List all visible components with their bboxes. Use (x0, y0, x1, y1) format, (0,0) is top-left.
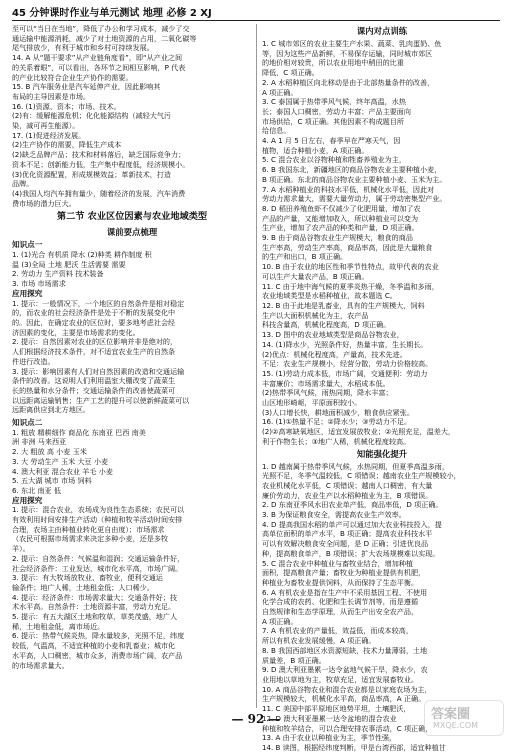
text-line: 种植业为畜牧业提供饲料，从而保持了生态平衡。 (262, 577, 419, 587)
text-line: 科技含量高，机械化程度高，D 项正确。 (262, 320, 391, 330)
text-line: 2. 提示：自然条件：气候温和湿润；交通运输条件好， (12, 553, 185, 563)
text-line: 长的热量和水分条件；交通运输条件的改善使蔬菜可 (12, 385, 176, 395)
text-line: 12. D 澳大利亚墨累一达令盆地的混合农业 (262, 713, 397, 723)
text-line: 15. B 汽车服务业是汽车延伸产业，因此影响其 (12, 82, 161, 92)
text-line: 3. 提示：有大牧场放牧业、畜牧业，便利交通运 (12, 573, 163, 583)
text-line: 资本不足；创新能力低，生产集中程度低，经济规模小。 (12, 159, 190, 169)
text-line: 稀，土地租金低，离市场近。 (12, 621, 105, 631)
text-line: 利于作物生长；③地广人稀，机械化程度较高。 (262, 436, 411, 446)
text-line: 社会经济条件：工业发达，城市化水平高，市场广阔。 (12, 563, 183, 573)
text-line: (2)缺乏品牌产品；技术和材料落后，缺乏国际竞争力； (12, 150, 186, 160)
text-line: 布局的主导因素是市场。 (12, 91, 91, 101)
text-line: 种，提高粮食单产，B 项错误；扩大农场规模难以实现。 (262, 548, 440, 558)
text-line: 的。因此，在确定农业的区位时，要多地考虑社会经 (12, 317, 176, 327)
text-line: 4. A 1 月 5 日左右，春季早在严寒天气，因 (262, 136, 401, 146)
text-line: 质量差，B 项正确。 (262, 655, 326, 665)
text-line: 羊）。 (12, 544, 30, 554)
text-line: 农业地域类型是水稻种植业，故本题选 C。 (262, 291, 397, 301)
text-line: 12. B 由于此地是乳畜业，具有的生产规模大，饲料 (262, 300, 425, 310)
text-line: 可以生产大量农产品，B 项正确。 (262, 271, 369, 281)
text-line: 1. 提示：混合农业，农场成为良性生态系统；农民可以 (12, 505, 185, 515)
text-line: 16. (1)①热量不足；②降水少；③劳动力不足。 (262, 417, 412, 427)
application-1 (12, 299, 252, 415)
text-line: 尾气排放少，有利于城市和乡村可持续发展。 (12, 43, 154, 53)
text-line: 13. A 由于农业以种植业为主，季节性强， (262, 733, 397, 743)
text-line: 1. (1)光合 有机质 降水 (2)种类 耕作制度 积 (12, 250, 152, 260)
text-line: 11. C 美国中部平原地区地势平坦，土壤肥沃， (262, 704, 411, 714)
application-2 (12, 505, 252, 670)
application-2-title: 应用探究 (12, 495, 43, 505)
text-line: 的生产和出口，B 项正确。 (262, 252, 348, 262)
text-line: 5. 提示：有五大湖区土地和牧草，草类茂盛，地广人 (12, 612, 178, 622)
text-line: 费市场的潜力巨大。 (12, 198, 76, 208)
text-line: 的地价相对较贵，所以农业用地中稍田的比重 (262, 58, 404, 68)
text-line: 输条件；地广人稀，土地租金低；人口稀少。 (12, 582, 154, 592)
text-line: 降低，C 项正确。 (262, 68, 319, 78)
text-line: 9. B 由于商品谷物农业生产规模大，粮食的商品 (262, 233, 413, 243)
text-line: 4. D 提高我国水稻的单产可以通过加大农业科技投入，提 (262, 519, 442, 529)
text-line: 产品的产量，又能增加收入，所以种植业可以变为 (262, 213, 419, 223)
text-line: 3. 大 劳动生产 玉米 大豆 小麦 (12, 456, 109, 466)
text-line: 光照不足，冬季气温较低，C 项错误；越南农业生产规模较小， (262, 471, 461, 481)
watermark-url: MXQE.COM (433, 721, 479, 730)
watermark-text: 答案圈 (431, 707, 471, 722)
text-line: 2. D 东南亚季风水田农业单产低，商品率低，D 项正确。 (262, 500, 443, 510)
text-line: 生产业，增加了农产品的种类和产量，D 项正确。 (262, 223, 419, 233)
text-line: 2. 提示：自然因素对农业的区位影响并非是绝对的， (12, 337, 178, 347)
text-line: 的，而农业的社会经济条件是处于不断的发展变化中 (12, 308, 176, 318)
text-line: 品牌。 (12, 179, 34, 189)
text-line: 3. C 泰国属于热带季风气候，终年高温，水热 (262, 97, 406, 107)
knowledge-point-1-title: 知识点一 (12, 240, 43, 250)
text-line: 以远距离运输销售；生产工艺的提升可以使新鲜蔬菜可以 (12, 395, 190, 405)
text-line: (2)热带季风气候，雨热同期，降水丰富； (262, 388, 393, 398)
text-line: 生产规模较大，机械化水平高，商品率高，A 正确。 (262, 694, 426, 704)
text-line: (2)②高寒缺氧地区，适宜发展放牧业；②光照充足，温差大， (262, 427, 456, 437)
text-line: 8. D 稻田养殖鱼虾不仅减少了化肥用量，增加了农 (262, 203, 421, 213)
text-line: 给信息。 (262, 126, 291, 136)
classroom-practice-answers (262, 39, 502, 447)
text-line: 不足：农业生产规模小，经营分散，劳动力价格较高。 (262, 359, 433, 369)
text-line: 丰富廉价；市场需求量大，水稻成本低。 (262, 378, 390, 388)
text-line: 1. C 城市郊区的农业主要生产水果、蔬菜、乳肉蛋奶、鱼 (262, 39, 442, 48)
text-line: 的市场需求量大。 (12, 660, 69, 670)
text-line: 14. (1)降水少，光照条件好，热量丰富，生长期长。 (262, 339, 428, 349)
text-line: 可以有效解决粮食安全问题，是 D 正确；引进优良品 (262, 539, 429, 549)
text-line: 术水平高。自然条件：土地资源丰富，劳动力充足。 (12, 602, 176, 612)
text-line: (4)我国人均汽车拥有量少，随着经济的发展，汽车消费 (12, 188, 186, 198)
text-line: 2. A 水稻种植区向北移动是由于北部热量条件的改善， (262, 77, 435, 87)
text-line: 1. 提示：一般情况下，一个地区的自然条件是相对稳定 (12, 298, 185, 308)
ability-improvement-title: 知能强化提升 (356, 448, 408, 459)
text-line: 3. B 为保证粮食安全，需提高农业生产效率。 (262, 510, 406, 520)
text-line: (2)优点：机械化程度高，产量高，技术先进。 (262, 349, 407, 359)
knowledge-point-2-title: 知识点二 (12, 418, 43, 428)
left-top-answers (12, 24, 252, 208)
page-number: — 92 — (231, 712, 281, 726)
text-line: 洲 非洲 马来西亚 (12, 437, 67, 447)
text-line: 4. 提示：经济条件：市场需求量大；交通条件好；技 (12, 592, 178, 602)
text-line: 6. 提示：热带气候炎热，降水量较多，光照不足，纬度 (12, 631, 185, 641)
text-line: 较低，气温高，不适宜种植的小麦和乳畜业；城市化 (12, 641, 176, 651)
text-line: 等，因为这些产品新鲜，不易保存运输，同时城市郊区 (262, 48, 433, 58)
text-line: 8. B 我国西部地区水资源短缺，技术力量薄弱，土地 (262, 645, 428, 655)
knowledge-point-2 (12, 428, 252, 496)
text-line: 2. 劳动力 生产资料 技术装备 (12, 269, 104, 279)
text-line: 化学合成的农药、化肥和生长调节剂等，而是遵循 (262, 597, 419, 607)
page-header (12, 4, 500, 21)
text-line: 2. 大 粗放 高 小麦 玉米 (12, 447, 87, 457)
text-line: 人们根据经济技术条件，对不适宜农业生产的自然条 (12, 347, 176, 357)
text-line: 6. B 我国东北，新疆地区的商品谷物农业主要种植小麦， (262, 165, 442, 175)
text-line: 11. C 由于地中海气候的夏季炎热干燥，冬季温和多雨， (262, 281, 439, 291)
text-line: 业用地以草地为主，牧草充足，适宜发展畜牧业。 (262, 675, 419, 684)
text-line: 通运输中能源消耗，减少了对土地资源的占用，二氧化碳等 (12, 33, 197, 43)
text-line: 5. C 混合农业以谷物种植和牲畜养殖业为主， (262, 155, 406, 165)
text-line: 有效利用时间安排生产活动（种植和牧羊活动时间安排 (12, 515, 183, 525)
text-line: A 项正确。 (262, 87, 298, 97)
text-line: 7. A 有机农业的产量低，效益低，而成本较高， (262, 626, 413, 636)
text-line: 市场供给，C 项正确。其他因素不构成题目所 (262, 116, 404, 126)
text-line: 15. (1)劳动力成本低，市场广阔，交通便利：劳动力 (262, 368, 428, 378)
text-line: 17. (1)促进经济发展。 (12, 130, 86, 140)
text-line: 14. A 从“题干要求”从产业链角度看”，即“从产业之间 (12, 53, 183, 63)
text-line: 条件的改善。这说明人们利用温室大棚改变了蔬菜生 (12, 376, 176, 386)
text-line: 植物，适合种植小麦，A 项正确。 (262, 145, 369, 155)
text-line: 10. B 由于农业的地区性和季节性特点，故甲代表的农业 (262, 262, 439, 272)
text-line: 13. D 图中的农业地域类型是商品谷物农业， (262, 330, 404, 340)
text-line: 7. A 水稻种植业的科技水平低，机械化水平低，因此对 (262, 184, 435, 194)
text-line: (3)优化资源配置，形成规模效益；革新技术，打造 (12, 169, 172, 179)
text-line: 5. 五大湖 城市 市场 饲料 (12, 476, 92, 486)
text-line: 1. D 越南属于热带季风气候，水热同期，但夏季高温多雨， (262, 461, 449, 471)
classroom-practice-title: 课内对点训练 (356, 26, 408, 36)
text-line: (2)有：缓解能源危机；化化能源结构（减轻大气污 (12, 111, 172, 121)
text-line: 自然规律和生态学原理，从而生产出安全农产品， (262, 607, 419, 617)
text-line: 农业机械化水平低，C 项错误；越南人口稠密，有大量 (262, 480, 433, 490)
text-line: 染，减可再生能源）。 (12, 121, 80, 131)
text-line: 6. A 有机农业是指在生产中不采用基因工程、不使用 (262, 587, 428, 597)
text-line: 合理，农场主由种植业转化更自由度）；市场需求 (12, 524, 165, 534)
knowledge-point-1 (12, 250, 252, 289)
text-line: 3. 提示：影响因素有人们对自然因素的改造和交通运输 (12, 366, 185, 376)
text-line: 5. C 混合农业中种植业与畜牧业结合，增加种植 (262, 558, 414, 568)
column-divider (256, 24, 257, 708)
application-1-title: 应用探究 (12, 288, 43, 298)
watermark-logo (424, 700, 504, 736)
header-title: 45 分钟课时作业与单元测试 地理 必修 2 XJ (12, 8, 212, 19)
text-line: 的产业比较符合企业生产协作的需要。 (12, 72, 133, 82)
text-line: (2)生产协作的需要，降低生产成本 (12, 140, 122, 150)
text-line: 济因素的变化，主要是市场需求的变化。 (12, 327, 140, 337)
text-line: 4. 澳大利亚 混合农业 羊毛 小麦 (12, 466, 113, 476)
text-line: 16. (1)资源、资本；市场、技术。 (12, 101, 121, 111)
text-line: 所以有机农业发展缓慢，A 项正确。 (262, 636, 376, 646)
text-line: 高单位面积的单产水平，B 项正确；提高农业科技水平 (262, 529, 433, 539)
text-line: 10. A 商品谷物农业和混合农业都是以家庭农场为主， (262, 684, 432, 694)
text-line: 1. 粗放 精耕细作 商品化 东南亚 巴西 南美 (12, 427, 146, 437)
text-line: B 项正确。东北的商品谷物农业主要种植小麦、玉米为主。 (262, 174, 447, 184)
text-line: 温 (3)全局 土地 肥沃 生活需要 需要 (12, 259, 126, 269)
text-line: 14. B 读图，根据经纬度判断，甲是台湾西部，适宜种植甘 (262, 742, 446, 752)
text-line: 生产率高，劳动生产率高，商品率高，因此是大量粮食 (262, 242, 433, 252)
text-line: 9. D 澳大利亚墨累一达令盆地气候干旱，降水少，农 (262, 665, 428, 675)
text-line: 长；泰国人口稠密，劳动力丰富；产品主要面向 (262, 106, 411, 116)
subsection-title: 课前要点梳理 (106, 227, 158, 238)
left-column (12, 24, 252, 708)
text-line: 的关系着眼”，可以看出，各环节之间相互影响，P 代表 (12, 62, 186, 72)
section-title: 第二节 农业区位因素与农业地域类型 (56, 211, 208, 223)
text-line: 水平高，人口稠密，城市众多，消费市场广阔，农产品 (12, 650, 183, 660)
text-line: 面积，提高粮食产量；畜牧业为种植业提供有机肥， (262, 568, 426, 578)
text-line: 生产以大面积机械化为主，农产品 (262, 310, 369, 320)
text-line: A 项正确。 (262, 616, 298, 626)
text-line: 种植和牧羊结合，可以合理安排农事活动，C 项正确， (262, 723, 433, 733)
text-line: 3. 市场 市场需求 (12, 279, 66, 289)
text-line: 至可以“当日在当地”，降低了办公和学习成本，减少了交 (12, 24, 190, 33)
text-line: 廉价劳动力，农业生产以水稻种植业为主，B 项错误。 (262, 490, 433, 500)
text-line: 劳动力需求量大，需要大量劳动力，属于劳动密集型产业。 (262, 194, 447, 204)
text-line: 山区地形崎岖，平原面积较小。 (262, 398, 362, 408)
text-line: 远距离供应到北方地区。 (12, 405, 91, 415)
text-line: 6. 东北 南亚 低 (12, 485, 62, 495)
text-line: (3)人口增长快，耕地面积减少，粮食供应紧张。 (262, 407, 414, 417)
text-line: （农民可根据市场需求来决定多种小麦，还是多牧 (12, 534, 169, 544)
text-line: 件进行改造。 (12, 356, 55, 366)
